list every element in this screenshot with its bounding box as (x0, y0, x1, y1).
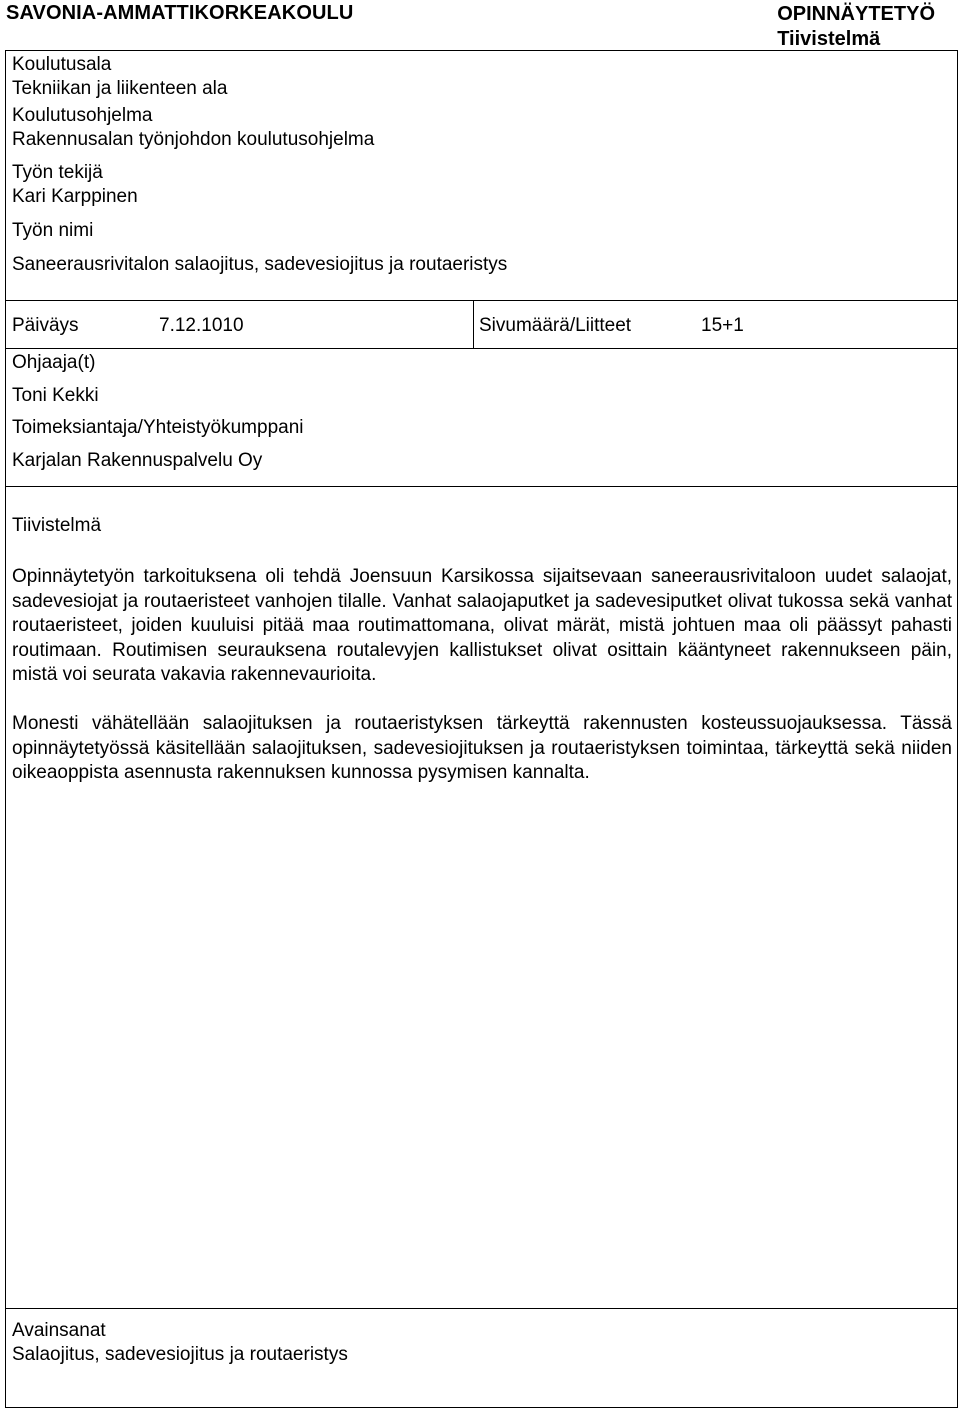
pages-label: Sivumäärä/Liitteet (479, 315, 632, 336)
pages-value: 15+1 (701, 315, 744, 336)
supervisor-label: Ohjaaja(t) (12, 352, 96, 373)
doc-type-subtitle: Tiivistelmä (777, 28, 881, 50)
programme-label: Koulutusohjelma (12, 105, 153, 126)
summary-section (5, 486, 958, 1309)
client-value: Karjalan Rakennuspalvelu Oy (12, 450, 263, 471)
client-label: Toimeksiantaja/Yhteistyökumppani (12, 417, 304, 438)
field-label: Koulutusala (12, 54, 112, 75)
field-value: Tekniikan ja liikenteen ala (12, 78, 228, 99)
keywords-label: Avainsanat (12, 1320, 106, 1341)
author-label: Työn tekijä (12, 162, 103, 183)
date-value: 7.12.1010 (159, 315, 244, 336)
document-type (777, 2, 935, 52)
title-value: Saneerausrivitalon salaojitus, sadevesiojitus ja routaeristys (12, 254, 508, 275)
supervisor-value: Toni Kekki (12, 385, 99, 406)
thesis-info-section (5, 50, 958, 301)
advisor-section (5, 348, 958, 487)
summary-paragraph-2: Monesti vähätellään salaojituksen ja routaeristyksen tärkeyttä rakennusten kosteussuojauksessa. Tässä opinnäytetyössä käsitellään salaojituksen, sadevesiojituksen ja routaeristyksen toimintaa, tärkeyttä sekä niiden oikeaoppista asennusta rakennuksen kunnossa pysymisen kannalta. (12, 713, 952, 783)
column-divider (473, 301, 474, 348)
title-label: Työn nimi (12, 220, 94, 241)
programme-value: Rakennusalan työnjohdon koulutusohjelma (12, 129, 375, 150)
summary-paragraph-1: Opinnäytetyön tarkoituksena oli tehdä Joensuun Karsikossa sijaitsevaan saneerausrivitaloon uudet salaojat, sadevesiojat ja routaeristeet vanhojen tilalle. Vanhat salaojaputket ja sadevesiputket olivat tukossa sekä vanhat routaeristeet, joiden kuuluisi pitää maa routimattomana, olivat märät, mistä johtuen maa oli päässyt pahasti routimaan. Routimisen seurauksena routalevyjen kallistukset olivat osittain kääntyneet rakennukseen päin, mistä voi seurata vakavia rakennevaurioita. (12, 566, 952, 685)
date-label: Päiväys (12, 315, 79, 336)
school-name: SAVONIA-AMMATTIKORKEAKOULU (6, 2, 354, 24)
author-value: Kari Karppinen (12, 186, 138, 207)
keywords-section (5, 1308, 958, 1408)
summary-heading: Tiivistelmä (12, 515, 102, 536)
keywords-value: Salaojitus, sadevesiojitus ja routaeristys (12, 1344, 348, 1365)
doc-type-title: OPINNÄYTETYÖ (777, 3, 935, 25)
date-pages-row (5, 300, 958, 349)
